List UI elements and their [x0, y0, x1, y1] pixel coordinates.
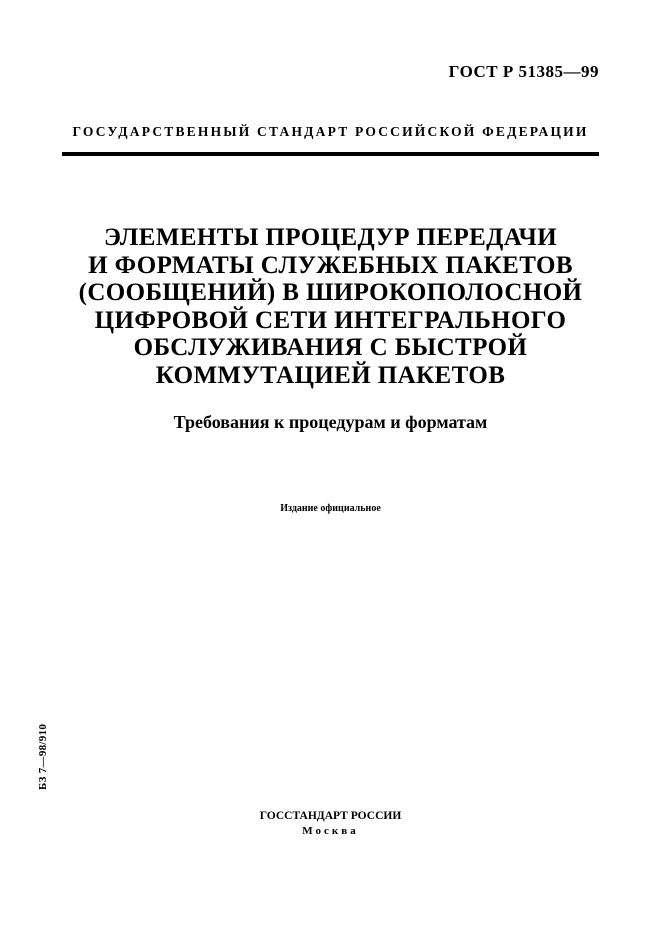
title-line: (СООБЩЕНИЙ) В ШИРОКОПОЛОСНОЙ: [78, 279, 583, 306]
state-standard-heading: ГОСУДАРСТВЕННЫЙ СТАНДАРТ РОССИЙСКОЙ ФЕДЕРАЦИИ: [72, 124, 589, 139]
title-line: ЭЛЕМЕНТЫ ПРОЦЕДУР ПЕРЕДАЧИ: [103, 224, 558, 251]
header-divider: [62, 152, 599, 156]
document-subtitle: Требования к процедурам и форматам: [173, 412, 488, 432]
publisher-block: [40, 809, 621, 839]
title-line: ЦИФРОВОЙ СЕТИ ИНТЕГРАЛЬНОГО: [94, 306, 567, 334]
title-line: КОММУТАЦИЕЙ ПАКЕТОВ: [155, 361, 506, 389]
publisher-city: Москва: [302, 825, 359, 837]
title-line: ОБСЛУЖИВАНИЯ С БЫСТРОЙ: [133, 334, 528, 361]
edition-note: Издание официальное: [280, 503, 381, 514]
document-title: [40, 224, 621, 389]
publisher-name: ГОССТАНДАРТ РОССИИ: [259, 810, 402, 822]
title-line: И ФОРМАТЫ СЛУЖЕБНЫХ ПАКЕТОВ: [88, 251, 573, 279]
document-code: ГОСТ Р 51385—99: [448, 62, 599, 81]
side-catalog-code: БЗ 7—98/910: [37, 723, 49, 790]
